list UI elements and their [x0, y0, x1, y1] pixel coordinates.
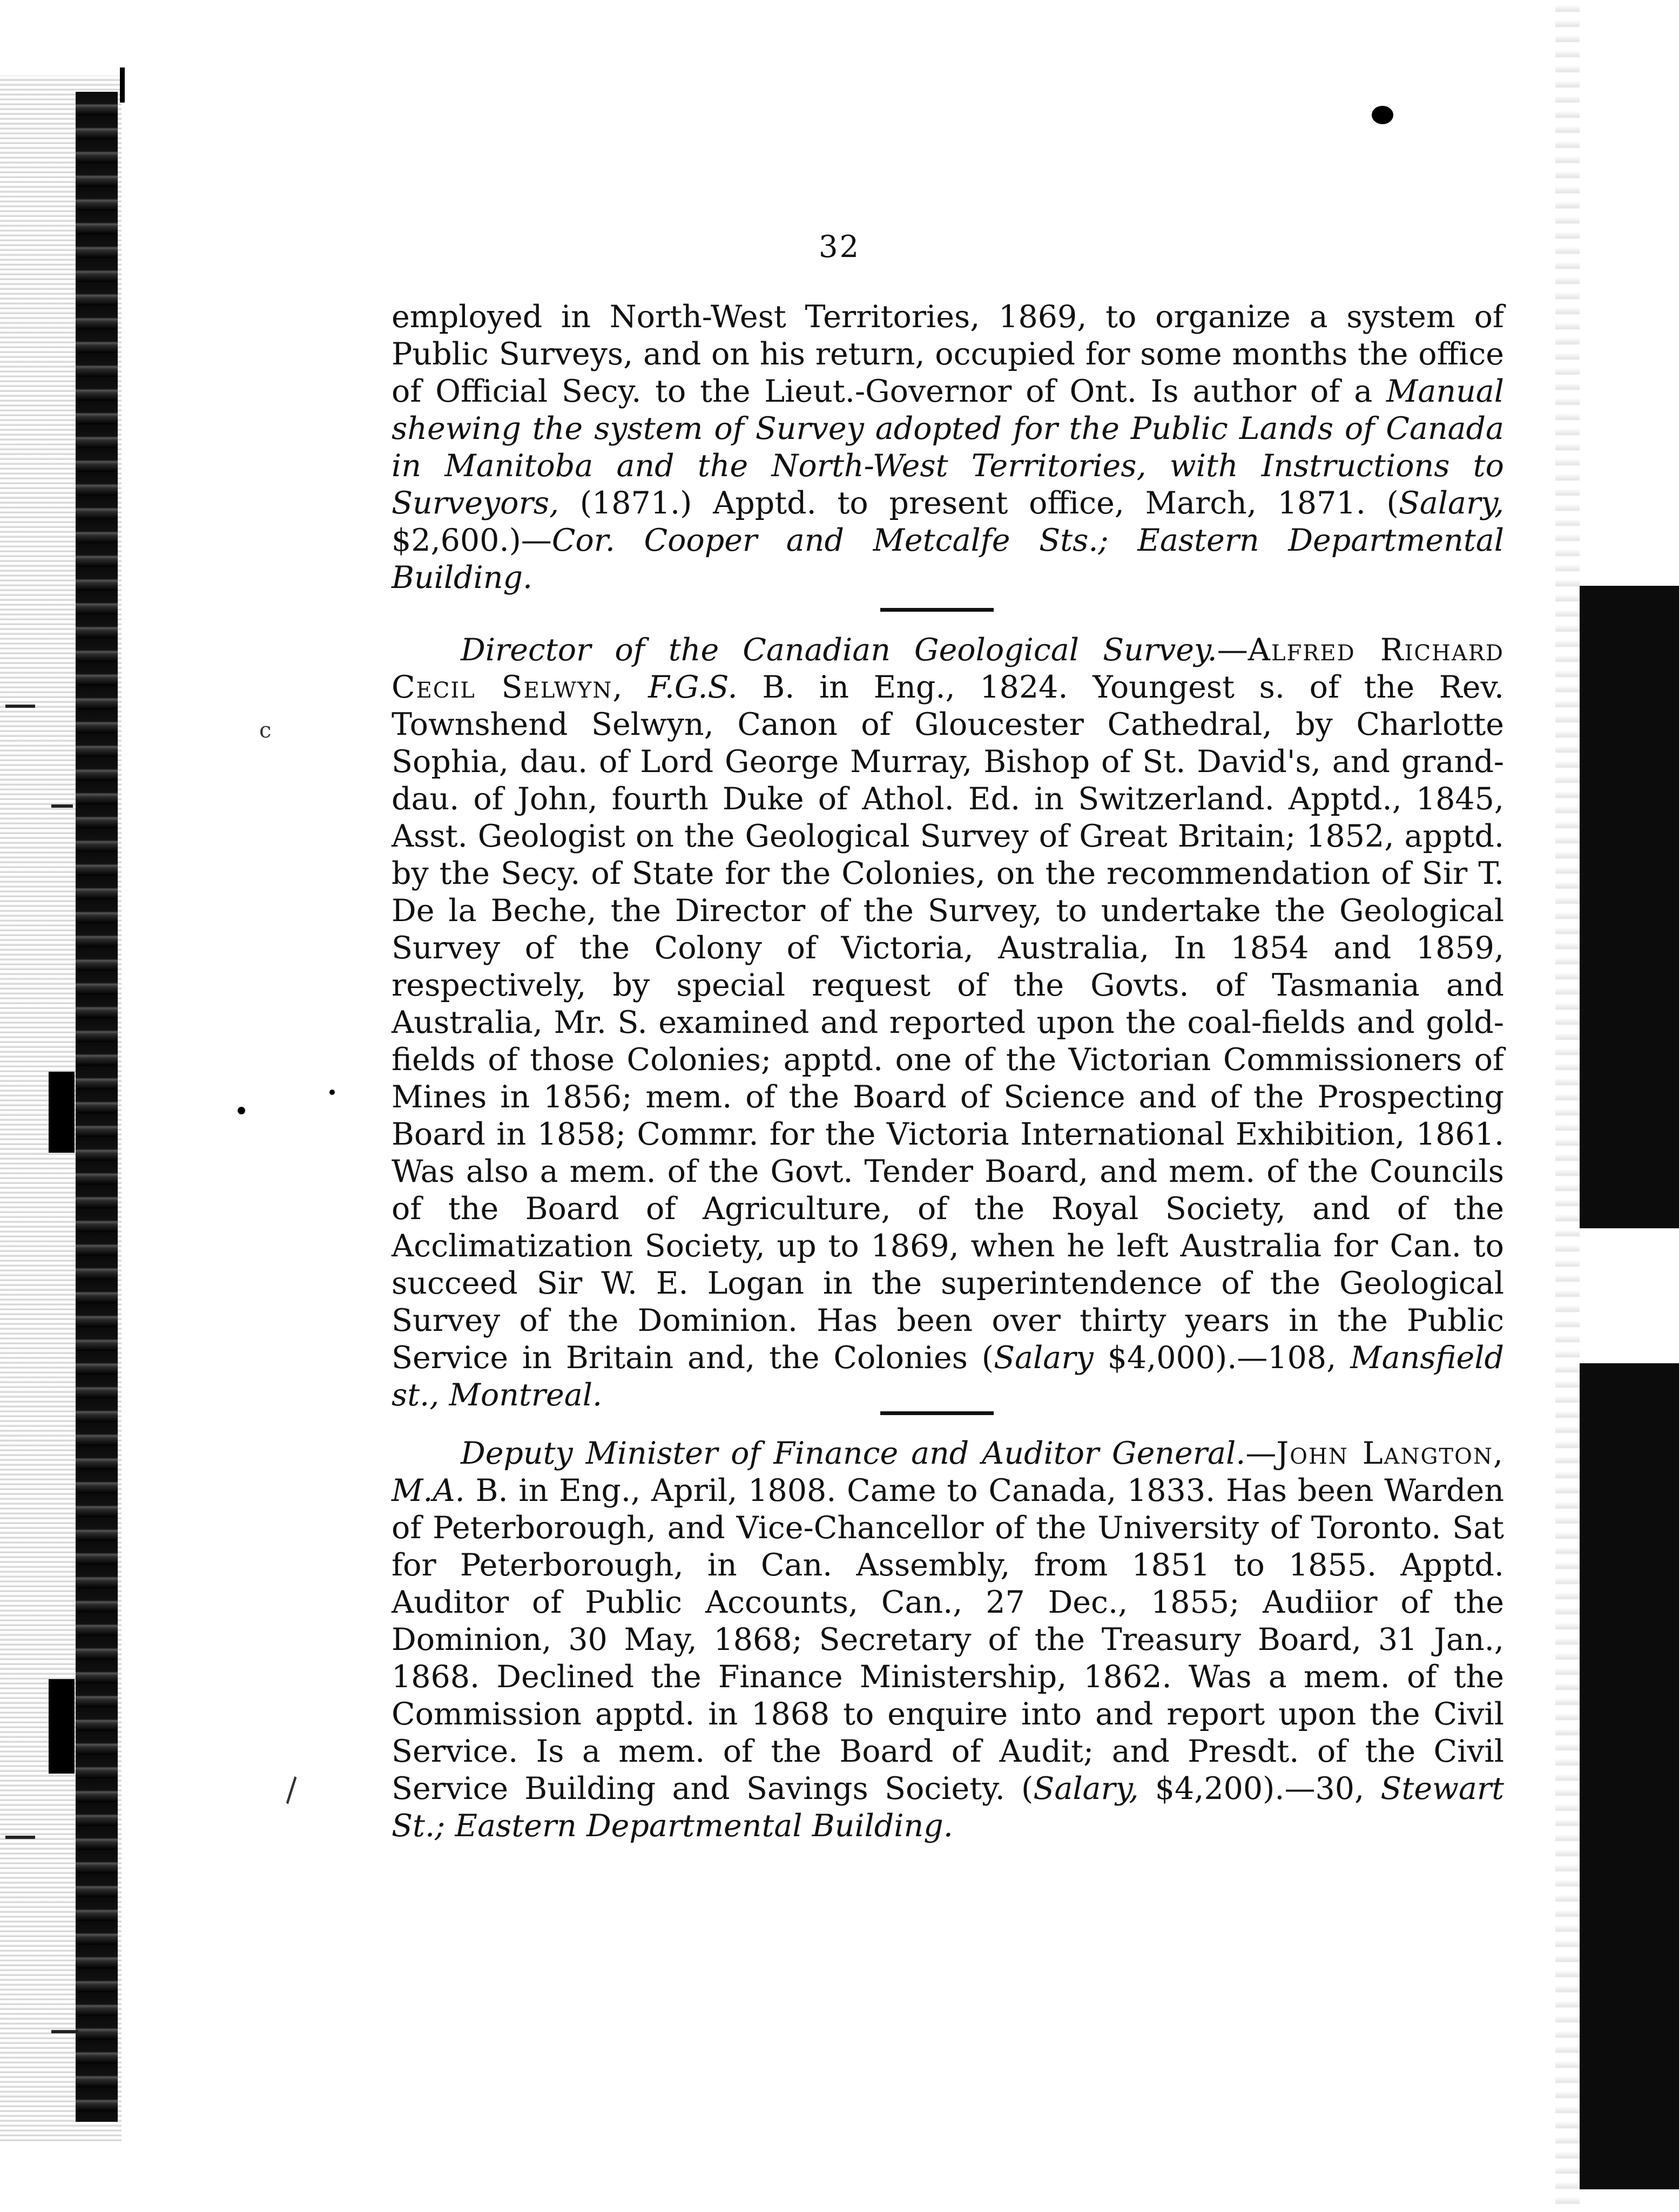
scan-right-shadow — [1580, 586, 1679, 1228]
person-name: John Langton, — [1276, 1436, 1504, 1471]
scan-right-edge — [1555, 0, 1580, 2212]
entry-continuation — [392, 299, 1504, 597]
entry-paragraph — [392, 632, 1504, 1414]
office-title: Deputy Minister of Finance and Auditor General. — [461, 1436, 1246, 1471]
salary-value: $4,000).—108, — [1093, 1340, 1351, 1376]
entry-paragraph — [392, 299, 1504, 597]
scan-stray-mark: c — [259, 718, 272, 743]
section-divider — [880, 608, 994, 612]
entry-body: B. in Eng., April, 1808. Came to Canada, 1833. Has been Warden of Peterborough, and Vice-Chancellor of the University of Toronto. Sat for Peterborough, in Can. Assembly, from 1851 to 1855. Apptd. Auditor of Public Accounts, Can., 27 Dec., 1855; Audiior of the Dominion, 30 May, 1868; Secretary of the Treasury Board, 31 Jan., 1868. Declined the Finance Ministership, 1862. Was a mem. of the Commission apptd. in 1868 to enquire into and report upon the Civil Service. Is a mem. of the Board of Audit; and Presdt. of the Civil Service Building and Savings Society. ( — [392, 1473, 1504, 1807]
scan-left-dark-mark — [49, 1072, 75, 1153]
scan-left-binding-shadow — [76, 92, 118, 2122]
office-title: Director of the Canadian Geological Survey. — [461, 632, 1217, 668]
page-number: 32 — [818, 229, 861, 265]
scan-right-shadow — [1580, 1363, 1679, 2189]
scan-line-mark — [51, 2030, 78, 2033]
salary-label: Salary, — [1033, 1771, 1139, 1807]
address: Cor. Cooper and Metcalfe Sts.; Eastern Departmental Building. — [392, 523, 1504, 596]
credential: F.G.S. — [623, 669, 738, 705]
scan-left-dark-mark — [49, 1679, 75, 1774]
scan-left-tick-mark — [120, 67, 125, 103]
scan-line-mark — [5, 705, 35, 708]
scan-ink-blot — [1372, 106, 1393, 124]
entry-text: employed in North-West Territories, 1869, to organize a system of Public Surveys, and on his return, occupied for some months the office of Official Secy. to the Lieut.-Governor of Ont. Is author of a — [392, 299, 1504, 409]
entry-selwyn — [392, 632, 1504, 1414]
entry-langton — [392, 1435, 1504, 1845]
entry-dash: — — [1245, 1436, 1277, 1471]
address: Stewart St.; Eastern Departmental Building. — [392, 1771, 1505, 1844]
address: Mansfield st., Montreal. — [392, 1340, 1504, 1413]
entry-text: (1871.) Apptd. to present office, March, 1871. ( — [559, 485, 1399, 521]
scan-speck — [238, 1107, 245, 1114]
credential: M.A. — [392, 1473, 465, 1509]
person-name: Alfred Richard Cecil Selwyn, — [392, 632, 1504, 705]
scan-line-mark — [5, 1836, 35, 1839]
salary-value: $2,600.)— — [392, 523, 552, 558]
scan-speck — [329, 1090, 335, 1095]
scan-stray-mark: \ — [276, 1771, 307, 1809]
scan-line-mark — [51, 804, 73, 808]
entry-body: B. in Eng., 1824. Youngest s. of the Rev. Townshend Selwyn, Canon of Gloucester Cathedral, by Charlotte Sophia, dau. of Lord George Murray, Bishop of St. David's, and grand-dau. of John, fourth Duke of Athol. Ed. in Switzerland. Apptd., 1845, Asst. Geologist on the Geological Survey of Great Britain; 1852, apptd. by the Secy. of State for the Colonies, on the recommendation of Sir T. De la Beche, the Director of the Survey, to undertake the Geological Survey of the Colony of Victoria, Australia, In 1854 and 1859, respectively, by special request of the Govts. of Tasmania and Australia, Mr. S. examined and reported upon the coal-fields and gold-fields of those Colonies; apptd. one of the Victorian Commissioners of Mines in 1856; mem. of the Board of Science and of the Prospecting Board in 1858; Commr. for the Victoria International Exhibition, 1861. Was also a mem. of the Govt. Tender Board, and mem. of the Councils of the Board of Agriculture, of the Royal Society, and of the Acclimatization Society, up to 1869, when he left Australia for Can. to succeed Sir W. E. Logan in the superintendence of the Geological Survey of the Dominion. Has been over thirty years in the Public Service in Britain and, the Colonies ( — [392, 669, 1504, 1376]
salary-label: Salary — [993, 1340, 1094, 1376]
salary-value: $4,200).—30, — [1138, 1771, 1381, 1807]
entry-dash: — — [1217, 632, 1248, 668]
section-divider — [880, 1411, 994, 1415]
salary-label: Salary, — [1398, 485, 1504, 521]
entry-paragraph — [392, 1435, 1504, 1845]
book-title: Manual shewing the system of Survey adopted for the Public Lands of Canada in Manitoba and the North-West Territories, with Instructions to Surveyors, — [392, 374, 1504, 521]
